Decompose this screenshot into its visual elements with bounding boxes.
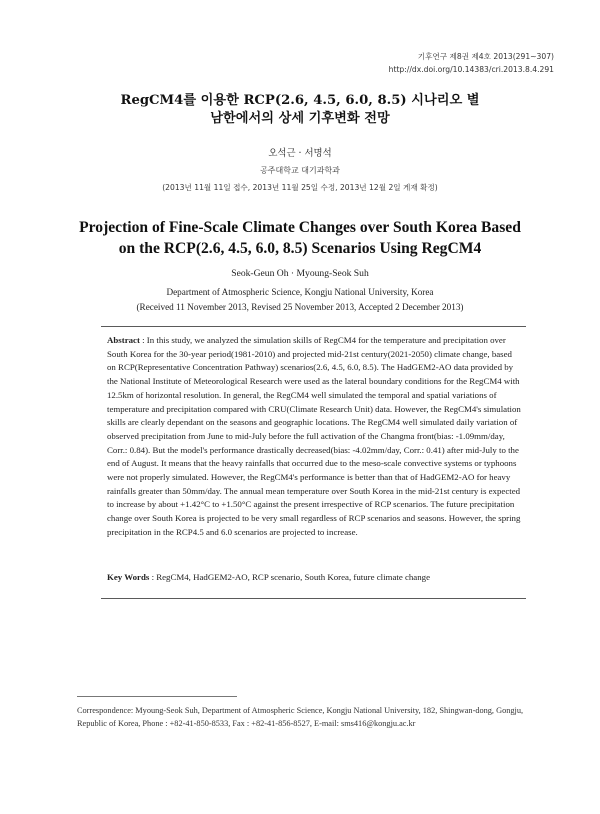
abstract-label: Abstract: [107, 335, 140, 345]
keywords: [107, 571, 522, 584]
english-dates: (Received 11 November 2013, Revised 25 November 2013, Accepted 2 December 2013): [136, 302, 464, 312]
abstract: [107, 334, 522, 540]
english-title-line1: Projection of Fine-Scale Climate Changes over South Korea Based: [79, 219, 521, 236]
korean-authors: 오석근 · 서명석: [268, 148, 332, 159]
journal-citation: 기후연구 제8권 제4호 2013(291~307): [417, 52, 554, 61]
abstract-text: : In this study, we analyzed the simulation skills of RegCM4 for the temperature and precipitation over South Korea for the 30-year period(1981-2010) and projected mid-21st century(2021-2050) climate change, based on RCP(Representative Concentration Pathway) scenarios(2.6, 4.5, 6.0, 8.5). The HadGEM2-AO data provided by the National Institute of Meteorological Research were used as the lateral boundary conditions for the RegCM4 with 12.5km of horizontal resolution. In general, the RegCM4 well simulated the temporal and spatial variations of temperature and precipitation compared with CRU(Climate Research Unit) data. However, the RegCM4's simulation skills are clearly dependant on the seasons and geographic locations. The RegCM4 well simulated daily variation of observed precipitation from June to mid-July before the full activation of the Changma front(bias: -1.09mm/day, Corr.: 0.84). But the model's performance drastically decreased(bias: -4.02mm/day, Corr.: 0.41) after mid-July to the end of August. It means that the heavy rainfalls that occurred due to the meso-scale convective systems or typhoons were not properly simulated. However, the RegCM4's performance is better than that of HadGEM2-AO for heavy rainfalls greater than 50mm/day. The annual mean temperature over South Korea in the mid-21st century is expected to increase by about +1.42°C to +1.50°C against the present irrespective of RCP scenarios. The future precipitation change over South Korea is projected to be very small regardless of RCP scenarios and seasons. However, the spring precipitation in the RCP4.5 and 6.0 scenarios are projected to increase.: [107, 335, 521, 537]
footnote-rule: [77, 696, 237, 697]
english-affiliation: Department of Atmospheric Science, Kongju National University, Korea: [166, 287, 434, 297]
correspondence-footnote: Correspondence: Myoung-Seok Suh, Department of Atmospheric Science, Kongju National University, 182, Shingwan-dong, Gongju, Republic of Korea, Phone : +82-41-850-8533, Fax : +82-41-856-8527, E-mail: sms416@kongju.ac.kr: [77, 706, 524, 729]
abstract-top-rule: [101, 326, 526, 327]
english-title-line2: on the RCP(2.6, 4.5, 6.0, 8.5) Scenarios Using RegCM4: [118, 240, 482, 257]
abstract-bottom-rule: [101, 598, 526, 599]
korean-dates: (2013년 11월 11일 접수, 2013년 11월 25일 수정, 2013년 12월 2일 게재 확정): [162, 183, 438, 192]
keywords-text: : RegCM4, HadGEM2-AO, RCP scenario, South Korea, future climate change: [151, 572, 430, 582]
korean-title-line2: 남한에서의 상세 기후변화 전망: [210, 111, 390, 126]
english-authors: Seok-Geun Oh · Myoung-Seok Suh: [231, 268, 369, 279]
korean-title-line1: RegCM4를 이용한 RCP(2.6, 4.5, 6.0, 8.5) 시나리오 별: [120, 93, 480, 108]
doi-link[interactable]: http://dx.doi.org/10.14383/cri.2013.8.4.291: [388, 65, 554, 74]
korean-affiliation: 공주대학교 대기과학과: [260, 166, 340, 175]
keywords-label: Key Words: [107, 572, 150, 582]
